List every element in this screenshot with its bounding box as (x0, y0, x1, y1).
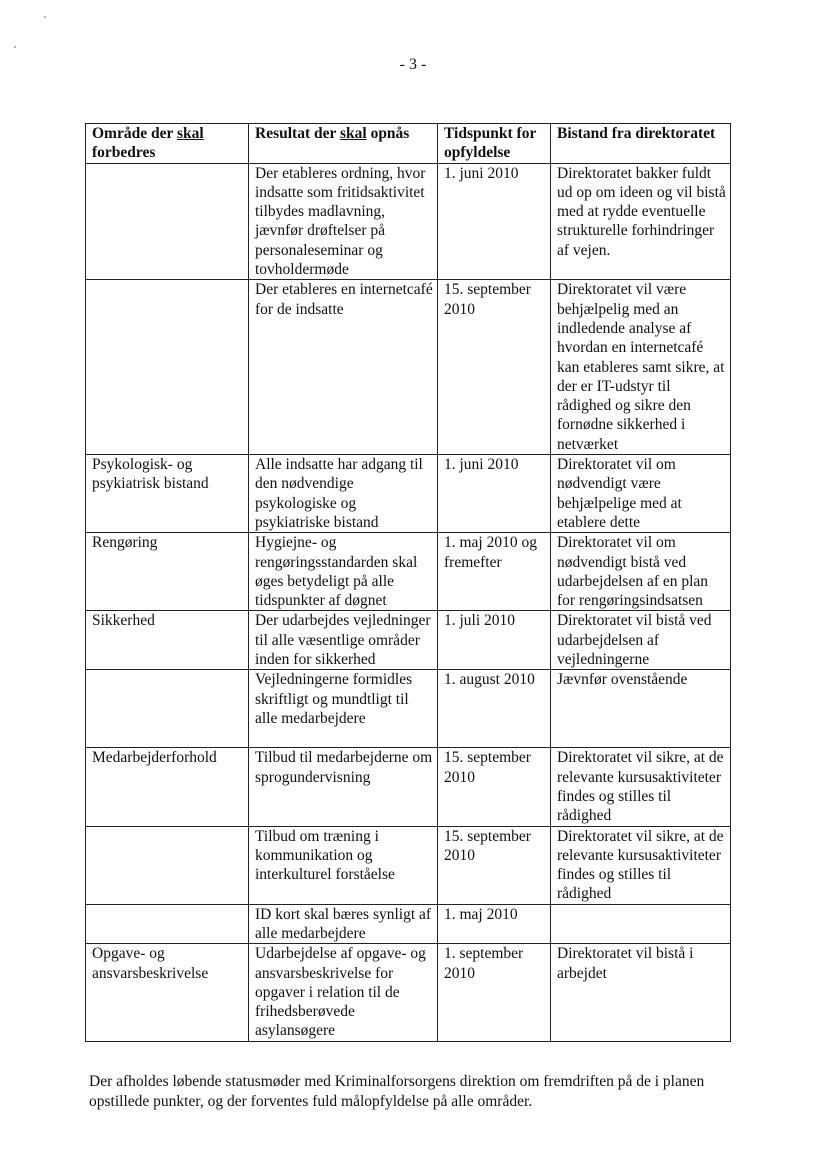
closing-paragraph: Der afholdes løbende statusmøder med Kriminalforsorgens direktion om fremdriften på de i planen opstillede punkter, og der forventes fuld målopfyldelse på alle områder. (89, 1073, 705, 1110)
result-cell: Der etableres en internetcafé for de indsatte (249, 280, 438, 455)
area-cell: Rengøring (86, 533, 249, 611)
result-cell: Tilbud til medarbejderne om sprogundervisning (249, 748, 438, 826)
table-row (86, 533, 731, 611)
time-cell: 1. august 2010 (438, 670, 551, 748)
time-cell: 1. juli 2010 (438, 611, 551, 670)
table-row (86, 826, 731, 904)
table-row (86, 280, 731, 455)
area-cell (86, 826, 249, 904)
scan-speck (14, 46, 16, 48)
header-result: Resultat der skal opnås (249, 124, 438, 164)
time-cell: 1. juni 2010 (438, 455, 551, 533)
support-cell: Direktoratet bakker fuldt ud op om ideen og vil bistå med at rydde eventuelle strukturelle forhindringer af vejen. (551, 163, 731, 280)
table-row (86, 455, 731, 533)
time-cell: 1. september 2010 (438, 944, 551, 1041)
area-cell (86, 904, 249, 944)
support-cell (551, 904, 731, 944)
time-cell: 1. maj 2010 og fremefter (438, 533, 551, 611)
support-cell: Direktoratet vil om nødvendigt bistå ved udarbejdelsen af en plan for rengøringsindsatsen (551, 533, 731, 611)
time-cell: 1. juni 2010 (438, 163, 551, 280)
area-cell (86, 670, 249, 748)
table-header-row (86, 124, 731, 164)
area-cell: Psykologisk- og psykiatrisk bistand (86, 455, 249, 533)
support-cell: Direktoratet vil sikre, at de relevante kursusaktiviteter findes og stilles til rådighed (551, 748, 731, 826)
area-cell: Medarbejderforhold (86, 748, 249, 826)
result-cell: Udarbejdelse af opgave- og ansvarsbeskrivelse for opgaver i relation til de frihedsberøvede asylansøgere (249, 944, 438, 1041)
header-area: Område der skal forbedres (86, 124, 249, 164)
support-cell: Direktoratet vil være behjælpelig med an indledende analyse af hvordan en internetcafé kan etableres samt sikre, at der er IT-udstyr til rådighed og sikre den fornødne sikkerhed i netværket (551, 280, 731, 455)
support-cell: Direktoratet vil bistå ved udarbejdelsen af vejledningerne (551, 611, 731, 670)
area-cell: Opgave- og ansvarsbeskrivelse (86, 944, 249, 1041)
support-cell: Direktoratet vil bistå i arbejdet (551, 944, 731, 1041)
area-cell: Sikkerhed (86, 611, 249, 670)
result-cell: Alle indsatte har adgang til den nødvendige psykologiske og psykiatriske bistand (249, 455, 438, 533)
result-cell: Hygiejne- og rengøringsstandarden skal øges betydeligt på alle tidspunkter af døgnet (249, 533, 438, 611)
support-cell: Direktoratet vil sikre, at de relevante kursusaktiviteter findes og stilles til rådighed (551, 826, 731, 904)
table-row (86, 611, 731, 670)
page-number: - 3 - (399, 56, 427, 73)
table-row (86, 904, 731, 944)
result-cell: ID kort skal bæres synligt af alle medarbejdere (249, 904, 438, 944)
time-cell: 15. september 2010 (438, 748, 551, 826)
result-cell: Der udarbejdes vejledninger til alle væsentlige områder inden for sikkerhed (249, 611, 438, 670)
header-support: Bistand fra direktoratet (551, 124, 731, 164)
result-cell: Tilbud om træning i kommunikation og interkulturel forståelse (249, 826, 438, 904)
header-time: Tidspunkt for opfyldelse (438, 124, 551, 164)
time-cell: 15. september 2010 (438, 280, 551, 455)
support-cell: Jævnfør ovenstående (551, 670, 731, 748)
area-cell (86, 280, 249, 455)
area-cell (86, 163, 249, 280)
table-row (86, 944, 731, 1041)
table-row (86, 163, 731, 280)
time-cell: 1. maj 2010 (438, 904, 551, 944)
table-row (86, 748, 731, 826)
table-row (86, 670, 731, 748)
action-plan-table (85, 123, 731, 1042)
result-cell: Vejledningerne formidles skriftligt og mundtligt til alle medarbejdere (249, 670, 438, 748)
result-cell: Der etableres ordning, hvor indsatte som fritidsaktivitet tilbydes madlavning, jævnfør drøftelser på personaleseminar og tovholdermøde (249, 163, 438, 280)
scan-speck (44, 16, 46, 18)
support-cell: Direktoratet vil om nødvendigt være behjælpelige med at etablere dette (551, 455, 731, 533)
time-cell: 15. september 2010 (438, 826, 551, 904)
